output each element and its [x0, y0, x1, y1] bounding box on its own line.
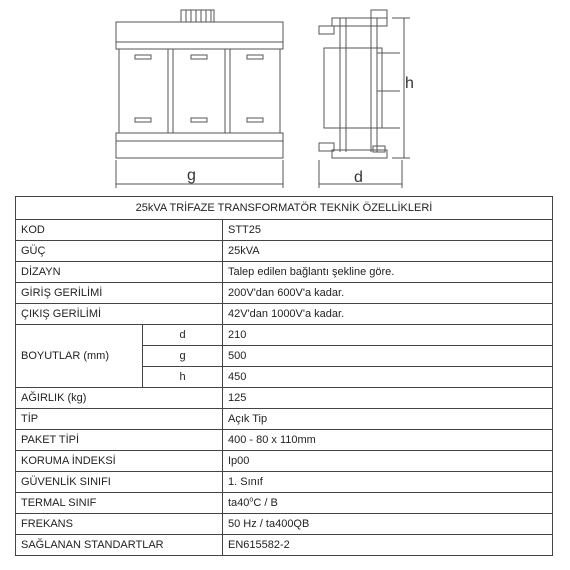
dimension-value: 210: [223, 325, 553, 346]
row-value: 42V'dan 1000V'a kadar.: [223, 304, 553, 325]
thermal-value: [223, 493, 553, 514]
thermal-value-pre: ta40: [228, 497, 250, 509]
table-row: [16, 262, 553, 283]
table-row: [16, 220, 553, 241]
table-row: [16, 325, 553, 346]
row-value: Açık Tip: [223, 409, 553, 430]
dimension-value: 450: [223, 367, 553, 388]
dimension-sub-label: d: [143, 325, 223, 346]
dimension-value: 500: [223, 346, 553, 367]
row-value: 50 Hz / ta400QB: [223, 514, 553, 535]
side-view: [319, 10, 410, 188]
table-row: [16, 451, 553, 472]
row-label: KOD: [16, 220, 223, 241]
row-value: 25kVA: [223, 241, 553, 262]
thermal-value-post: C / B: [253, 497, 278, 509]
row-label: GÜVENLİK SINIFI: [16, 472, 223, 493]
table-row: [16, 493, 553, 514]
row-label: GİRİŞ GERİLİMİ: [16, 283, 223, 304]
row-value: STT25: [223, 220, 553, 241]
row-value: Ip00: [223, 451, 553, 472]
row-value: EN615582-2: [223, 535, 553, 556]
dim-d-label: d: [354, 169, 363, 186]
table-row: [16, 304, 553, 325]
dimensions-label: BOYUTLAR (mm): [16, 325, 143, 388]
row-value: 200V'dan 600V'a kadar.: [223, 283, 553, 304]
row-label: ÇIKIŞ GERİLİMİ: [16, 304, 223, 325]
row-label: PAKET TİPİ: [16, 430, 223, 451]
table-row: [16, 241, 553, 262]
table-row: [16, 514, 553, 535]
row-label: AĞIRLIK (kg): [16, 388, 223, 409]
table-row: [16, 430, 553, 451]
row-label: FREKANS: [16, 514, 223, 535]
row-label: DİZAYN: [16, 262, 223, 283]
row-label: TİP: [16, 409, 223, 430]
dim-g-label: g: [187, 167, 196, 184]
dim-h-label: h: [405, 75, 414, 92]
row-value: 1. Sınıf: [223, 472, 553, 493]
row-label: SAĞLANAN STANDARTLAR: [16, 535, 223, 556]
table-row: [16, 283, 553, 304]
table-row: [16, 535, 553, 556]
table-title-row: [16, 197, 553, 220]
row-value: Talep edilen bağlantı şekline göre.: [223, 262, 553, 283]
row-label: TERMAL SINIF: [16, 493, 223, 514]
table-title: 25kVA TRİFAZE TRANSFORMATÖR TEKNİK ÖZELLİKLERİ: [16, 197, 553, 220]
row-label: GÜÇ: [16, 241, 223, 262]
degree-sign: o: [249, 496, 254, 504]
dimension-sub-label: h: [143, 367, 223, 388]
table-row: [16, 409, 553, 430]
front-view: [116, 10, 283, 188]
table-row: [16, 472, 553, 493]
row-value: 125: [223, 388, 553, 409]
spec-table: [15, 196, 553, 556]
row-value: 400 - 80 x 110mm: [223, 430, 553, 451]
table-row: [16, 388, 553, 409]
row-label: KORUMA İNDEKSİ: [16, 451, 223, 472]
transformer-drawing: [0, 0, 570, 195]
dimension-sub-label: g: [143, 346, 223, 367]
